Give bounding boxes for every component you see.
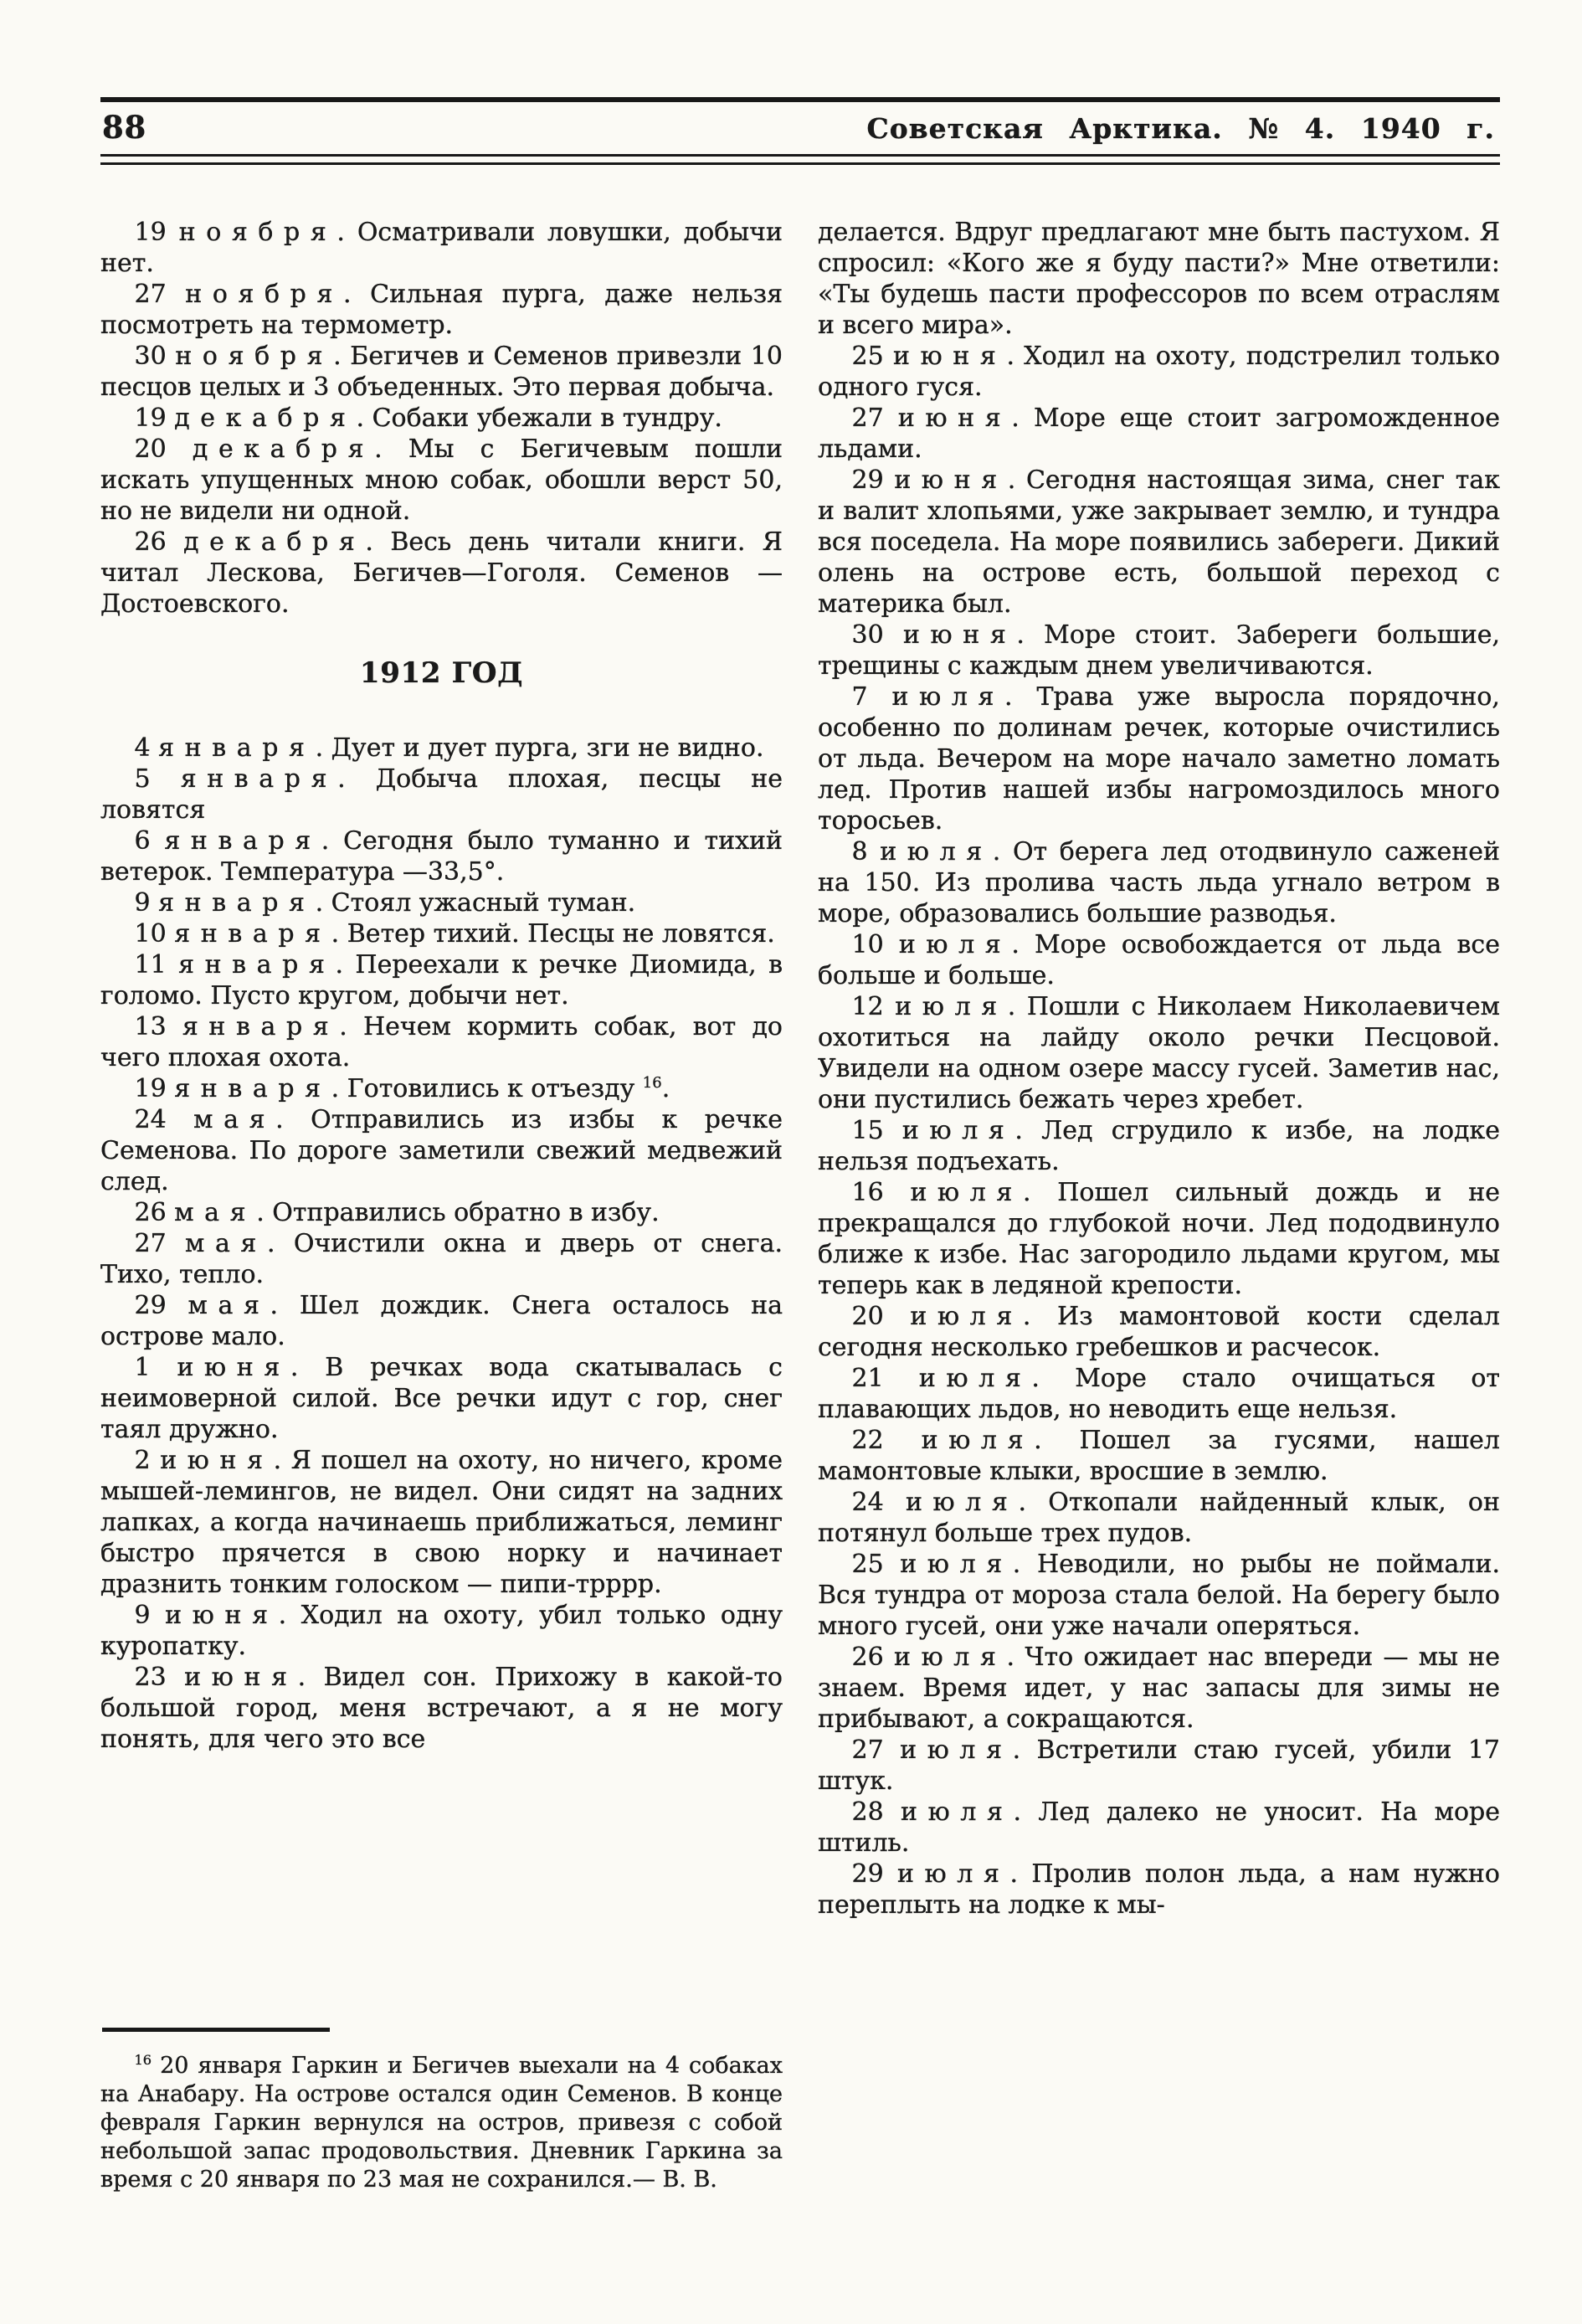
diary-entry <box>100 1445 783 1600</box>
entry-text: Неводили, но рыбы не поймали. Вся тундра от мороза стала белой. На берегу было много гусей, они уже начали оперяться. <box>818 1550 1500 1641</box>
footnote-number: 16 <box>134 2052 152 2068</box>
entry-text: Что ожидает нас впереди — мы не знаем. Время идет, у нас запасы для зимы не прибывают, а сокращаются. <box>818 1643 1500 1734</box>
entry-text: Море стало очищаться от плавающих льдов, но неводить еще нельзя. <box>818 1364 1500 1424</box>
diary-entry <box>818 1642 1500 1735</box>
entry-text: В речках вода скатывалась с неимоверной силой. Все речки идут с гор, снег таял дружно. <box>100 1353 783 1444</box>
entry-text: Море стоит. Забереги большие, трещины с каждым днем увеличиваются. <box>818 620 1500 681</box>
entry-date: 30 июня. <box>851 620 1025 650</box>
diary-entry <box>100 217 783 279</box>
year-heading: 1912 ГОД <box>359 656 524 690</box>
diary-entry <box>100 1352 783 1445</box>
diary-entry <box>100 918 783 949</box>
diary-entry <box>818 341 1500 403</box>
header-double-rule <box>100 154 1500 165</box>
entry-date: 19 ноября. <box>134 218 345 247</box>
entry-text: Видел сон. Прихожу в какой-то большой город, меня встречают, а я не могу понять, для чего это все <box>100 1663 783 1754</box>
entry-text: Сегодня было туманно и тихий ветерок. Температура —33,5°. <box>100 826 783 887</box>
diary-entry <box>818 1425 1500 1487</box>
entry-date: 19 декабря. <box>134 404 365 433</box>
page-header <box>100 97 1500 165</box>
entry-date: 21 июля. <box>851 1364 1040 1393</box>
diary-entry <box>100 403 783 434</box>
entry-text: Сильная пурга, даже нельзя посмотреть на термометр. <box>100 280 783 340</box>
entry-date: 11 января. <box>134 950 344 979</box>
entry-text: Ветер тихий. Песцы не ловятся. <box>347 919 775 949</box>
entry-date: 24 июля. <box>851 1488 1026 1517</box>
diary-entry <box>818 1115 1500 1177</box>
entry-text: Шел дождик. Снега осталось на острове мало. <box>100 1291 783 1351</box>
entry-text: Дует и дует пурга, зги не видно. <box>331 733 764 763</box>
entry-date: 1 июня. <box>134 1353 299 1382</box>
entry-date: 10 января. <box>134 919 340 949</box>
entry-date: 10 июля. <box>851 930 1020 959</box>
entry-text: Пошел сильный дождь и не прекращался до глубокой ночи. Лед пододвинуло ближе к избе. Нас загородило льдами кругом, мы теперь как в ледяной крепости. <box>818 1178 1500 1300</box>
entry-date: 22 июля. <box>851 1426 1042 1455</box>
entry-date: 23 июня. <box>134 1663 306 1692</box>
diary-entry <box>818 620 1500 681</box>
right-column-entries <box>818 217 1500 1920</box>
entry-text: Отправились обратно в избу. <box>272 1198 660 1227</box>
entry-date: 6 января. <box>134 826 330 856</box>
entry-date: 27 июля. <box>851 1735 1021 1765</box>
entry-date: 30 ноября. <box>134 342 342 371</box>
entry-date: 27 ноября. <box>134 280 352 309</box>
entry-date: 19 января. <box>134 1074 340 1103</box>
entry-text: Мы с Бегичевым пошли искать упущенных мною собак, обошли верст 50, но не видели ни одной. <box>100 434 783 526</box>
diary-entry <box>100 764 783 825</box>
entry-date: 25 июля. <box>851 1550 1021 1579</box>
entry-date: 4 января. <box>134 733 324 763</box>
right-column <box>818 217 1500 2194</box>
entry-text: Море освобождается от льда все больше и больше. <box>818 930 1500 990</box>
entry-text: Лед далеко не уносит. На море штиль. <box>818 1797 1500 1858</box>
entry-date: 27 мая. <box>134 1229 275 1258</box>
page-number: 88 <box>102 109 146 146</box>
entry-date: 7 июля. <box>851 682 1013 712</box>
footnote <box>100 2028 783 2194</box>
footnote-body: 20 января Гаркин и Бегичев выехали на 4 собаках на Анабару. На острове остался один Семенов. В конце февраля Гаркин вернулся на остров, привезя с собой небольшой запас продовольствия. Дневник Гаркина за время с 20 января по 23 мая не сохранился.— В. В. <box>100 2053 783 2193</box>
entry-date: 26 мая. <box>134 1198 265 1227</box>
diary-entry <box>818 836 1500 929</box>
diary-entry <box>100 949 783 1011</box>
diary-entry <box>818 465 1500 620</box>
entry-date: 9 января. <box>134 888 324 918</box>
diary-entry <box>100 1104 783 1197</box>
entry-date: 15 июля. <box>851 1116 1023 1145</box>
diary-entry <box>100 825 783 887</box>
entry-text: Собаки убежали в тундру. <box>372 404 722 433</box>
diary-entry <box>818 403 1500 465</box>
entry-date: 24 мая. <box>134 1105 284 1134</box>
entry-date: 27 июня. <box>851 404 1020 433</box>
entry-text: Готовились к отъезду <box>347 1074 635 1103</box>
entry-text: Откопали найденный клык, он потянул больше трех пудов. <box>818 1488 1500 1548</box>
diary-entry <box>100 733 783 764</box>
entry-date: 13 января. <box>134 1012 347 1041</box>
diary-entry <box>100 1011 783 1073</box>
diary-entry <box>100 1228 783 1290</box>
entry-text: Встретили стаю гусей, убили 17 штук. <box>818 1735 1500 1796</box>
diary-entry <box>100 1290 783 1352</box>
entry-date: 26 декабря. <box>134 527 373 557</box>
entry-date: 2 июня. <box>134 1446 282 1475</box>
entry-text: Море еще стоит загроможденное льдами. <box>818 404 1500 464</box>
entry-text: Добыча плохая, песцы не ловятся <box>100 764 783 825</box>
entry-date: 9 июня. <box>134 1601 287 1630</box>
entry-date: 5 января. <box>134 764 346 794</box>
entry-date: 29 июня. <box>851 465 1016 495</box>
diary-entry <box>100 527 783 620</box>
diary-entry <box>100 434 783 527</box>
running-head <box>100 102 1500 154</box>
diary-entry <box>100 1197 783 1228</box>
left-column <box>100 217 783 2194</box>
diary-entry <box>100 341 783 403</box>
diary-entry <box>818 929 1500 991</box>
entry-text: Пролив полон льда, а нам нужно переплыть на лодке к мы- <box>818 1859 1500 1920</box>
entry-text: Осматривали ловушки, добычи нет. <box>100 218 783 278</box>
two-column-text <box>100 217 1500 2194</box>
entry-date: 16 июля. <box>851 1178 1031 1207</box>
entry-date: 28 июля. <box>851 1797 1022 1827</box>
entry-text: Весь день читали книги. Я читал Лескова, Бегичев—Гоголя. Семенов — Достоевского. <box>100 527 783 619</box>
footnote-ref: 16 <box>642 1074 662 1092</box>
diary-entry <box>818 1301 1500 1363</box>
diary-entry <box>818 681 1500 836</box>
left-column-entries <box>100 217 783 1755</box>
diary-entry <box>818 1859 1500 1920</box>
entry-text: Отправились из избы к речке Семенова. По дороге заметили свежий медвежий след. <box>100 1105 783 1196</box>
continuation-paragraph <box>818 217 1500 341</box>
entry-date: 26 июля. <box>851 1643 1015 1672</box>
entry-text: От берега лед отодвинуло саженей на 150. Из пролива часть льда угнало ветром в море, образовались большие разводья. <box>818 837 1501 928</box>
entry-text: Из мамонтовой кости сделал сегодня несколько гребешков и расчесок. <box>818 1302 1500 1362</box>
entry-text: Ходил на охоту, убил только одну куропатку. <box>100 1601 783 1661</box>
diary-entry <box>818 1797 1500 1859</box>
diary-entry <box>818 1363 1500 1425</box>
entry-text: Бегичев и Семенов привезли 10 песцов целых и 3 объеденных. Это первая добыча. <box>100 342 783 402</box>
diary-entry <box>818 991 1500 1115</box>
entry-date: 29 мая. <box>134 1291 279 1320</box>
diary-entry <box>818 1487 1500 1549</box>
diary-entry <box>818 1735 1500 1797</box>
entry-text: Очистили окна и дверь от снега. Тихо, тепло. <box>100 1229 783 1289</box>
entry-text-after-ref: . <box>661 1074 670 1103</box>
entry-date: 20 декабря. <box>134 434 383 464</box>
entry-text: Трава уже выросла порядочно, особенно по долинам речек, которые очистились от льда. Вечером на море начало заметно ломать лед. Против нашей избы нагромоздилось много торосьев. <box>818 682 1500 836</box>
entry-text: Лед сгрудило к избе, на лодке нельзя подъехать. <box>818 1116 1500 1176</box>
entry-text: Я пошел на охоту, но ничего, кроме мышей-лемингов, не видел. Они сидят на задних лапках, а когда начинаешь приближаться, леминг быстро прячется в свою норку и начинает дразнить тонким голоском — пипи-трррр. <box>100 1446 783 1599</box>
diary-entry <box>100 1073 783 1104</box>
entry-date: 12 июля. <box>851 992 1016 1021</box>
entry-text: Нечем кормить собак, вот до чего плохая охота. <box>100 1012 783 1072</box>
entry-date: 29 июля. <box>851 1859 1019 1889</box>
entry-text: делается. Вдруг предлагают мне быть пастухом. Я спросил: «Кого же я буду пасти?» Мне ответили: «Ты будешь пасти профессоров по всем отраслям и всего мира». <box>818 218 1500 340</box>
footnote-rule <box>102 2028 330 2032</box>
entry-text: Пошли с Николаем Николаевичем охотиться на лайду около речки Песцовой. Увидели на одном озере массу гусей. Заметив нас, они пустились бежать через хребет. <box>818 992 1500 1114</box>
footnote-text <box>100 2052 783 2194</box>
diary-entry <box>818 1549 1500 1642</box>
diary-entry <box>100 1662 783 1755</box>
entry-text: Ходил на охоту, подстрелил только одного гуся. <box>818 342 1500 402</box>
diary-entry <box>100 279 783 341</box>
diary-entry <box>100 887 783 918</box>
journal-title: Советская Арктика. № 4. 1940 г. <box>866 112 1495 145</box>
entry-text: Сегодня настоящая зима, снег так и валит хлопьями, уже закрывает землю, и тундра вся поседела. На море появились забереги. Дикий олень на острове есть, большой переход с материка был. <box>818 465 1500 619</box>
entry-text: Переехали к речке Диомида, в голомо. Пусто кругом, добычи нет. <box>100 950 783 1010</box>
entry-text: Пошел за гусями, нашел мамонтовые клыки, вросшие в землю. <box>818 1426 1500 1486</box>
entry-date: 20 июля. <box>851 1302 1031 1331</box>
entry-date: 8 июля. <box>851 837 1001 866</box>
diary-entry <box>818 1177 1500 1301</box>
diary-entry <box>100 1600 783 1662</box>
entry-text: Стоял ужасный туман. <box>331 888 636 918</box>
entry-date: 25 июня. <box>851 342 1014 371</box>
